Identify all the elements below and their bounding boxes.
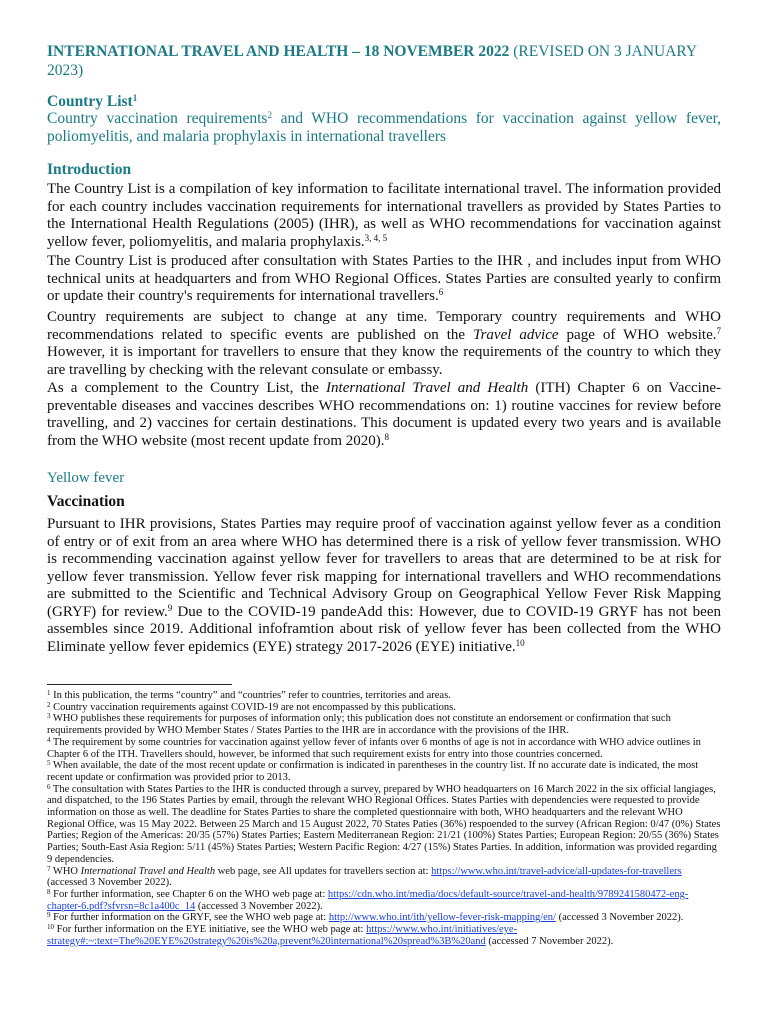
chapter-6-link[interactable]: https://cdn.who.int/media/docs/default-source/travel-and-health/9789241580472-eng-chapter-6.pdf?sfvrsn=8c1a400c_14	[47, 888, 689, 912]
footnote-text: (accessed 7 November 2022).	[485, 935, 614, 947]
footnote-number: 3	[47, 712, 51, 721]
footnote-text: (accessed 3 November 2022).	[555, 912, 684, 924]
paragraph-text: Country requirements are subject to change at any time. Temporary country requirements and WHO recommendations related to specific events are published on the	[47, 309, 721, 343]
footnote-text: web page, see All updates for travellers section at:	[215, 865, 432, 877]
footnote-number: 5	[47, 759, 51, 768]
paragraph-text: Pursuant to IHR provisions, States Parties may require proof of vaccination against yellow fever as a condition of entry or of exit from an area where WHO has determined there is a risk of yellow fever transmission. WHO is recommending vaccination against yellow fever for travellers to areas that are determined to be at risk for yellow fever transmission. Yellow fever risk mapping for international travellers and WHO recommendations are submitted to the Scientific and Technical Advisory Group on Geographical Yellow Fever Risk Mapping (GRYF) for review.	[47, 516, 721, 620]
ith-title-ref: International Travel and Health	[326, 380, 529, 396]
yellow-fever-heading: Yellow fever	[47, 470, 125, 486]
paragraph-text: (ITH) Chapter 6 on Vaccine-preventable diseases and vaccines describes WHO recommendations on: 1) routine vaccines for review before travelling, and 2) vaccines for certain destinations. This document is updated every two years and is available from the WHO website (most recent update from 2020).	[47, 380, 722, 449]
paragraph-text: The Country List is produced after consultation with States Parties to the IHR , and includes input from WHO technical units at headquarters and from WHO Regional Offices. States Parties are consulted yearly to confirm or update their country's requirements for international travellers.	[47, 253, 721, 304]
footnote-text: For further information on the EYE initiative, see the WHO web page at:	[54, 924, 367, 936]
footnote-ref: 8	[384, 431, 390, 442]
footnotes	[47, 690, 721, 947]
footnote-text: Country vaccination requirements against COVID-19 are not encompassed by this publications.	[50, 701, 456, 713]
footnote-ref: 3, 4, 5	[364, 232, 388, 243]
footnote-text: (accessed 3 November 2022).	[195, 900, 323, 912]
paragraph-text: As a complement to the Country List, the	[47, 380, 327, 396]
intro-paragraph-3	[47, 309, 721, 379]
footnote-3	[47, 713, 721, 736]
footnote-text: WHO publishes these requirements for purposes of information only; this publication does not constitute an endorsement or confirmation that such requirements provided by WHO Member States / States Parties to the IHR are in accordance with the provisions of the IHR.	[47, 713, 671, 737]
subtitle-part: Country vaccination requirements	[47, 110, 268, 127]
footnote-number: 7	[47, 864, 51, 873]
intro-paragraph-1	[47, 181, 721, 251]
footnote-divider	[47, 684, 232, 685]
paragraph-text: page of WHO website.	[558, 326, 717, 343]
footnote-text: (accessed 3 November 2022).	[47, 877, 172, 889]
footnote-text: WHO	[50, 865, 81, 877]
paragraph-text: The Country List is a compilation of key information to facilitate international travel. The information provided for each country includes vaccination requirements for international travellers as provided by States Parties to the International Health Regulations (2005) (IHR), as well as WHO recommendations for vaccination against yellow fever, poliomyelitis, and malaria prophylaxis.	[47, 181, 721, 250]
travel-advice-ref: Travel advice	[473, 326, 559, 343]
footnote-ref: 10	[515, 637, 525, 648]
footnote-8	[47, 889, 721, 912]
footnote-ref: 7	[716, 325, 721, 336]
intro-paragraph-4	[47, 380, 721, 450]
footnote-ref: 6	[438, 287, 444, 297]
yellow-fever-paragraph	[47, 516, 721, 656]
footnote-number: 2	[47, 700, 51, 709]
footnote-6	[47, 784, 721, 866]
footnote-7	[47, 866, 721, 889]
footnote-number: 1	[47, 689, 51, 697]
footnote-5	[47, 760, 721, 783]
gryf-link[interactable]: http://www.who.int/ith/yellow-fever-risk-mapping/en/	[328, 912, 556, 924]
eye-strategy-link[interactable]: https://www.who.int/initiatives/eye-strategy#:~:text=The%20EYE%20strategy%20is%20a,prevent%20international%20spread%3B%20and	[47, 924, 518, 947]
footnote-ref: 1	[132, 93, 138, 103]
vaccination-subheading: Vaccination	[47, 493, 125, 510]
footnote-number: 9	[47, 911, 51, 920]
footnote-number: 8	[47, 887, 51, 896]
travel-advice-link[interactable]: https://www.who.int/travel-advice/all-updates-for-travellers	[431, 865, 682, 877]
footnote-text: For further information, see Chapter 6 on the WHO web page at:	[50, 888, 328, 900]
footnote-text: The consultation with States Parties to the IHR is conducted through a survey, prepared by WHO headquarters on 16 March 2022 in the six official langiages, and dispatched, to the 196 States Parties by email, through the relevant WHO Regional Offices. States Parties with dependencies were requested to provide information on those as well. The deadline for States Parties to share the completed questionnaire with both, WHO headquarters and the relevant WHO Regional Office, was 15 May 2022. Between 25 March and 15 August 2022, 70 States Paties (36%) respoended to the survey (African Region: 0/47 (0%) States Parties; Region of the Americas: 20/35 (57%) States Parties; Eastern Mediterranean Region: 21/21 (100%) States Parties; European Region: 20/55 (36%) States Parties; South-East Asia Region: 5/11 (45%) States Parties; Western Pacific Region: 4/27 (15%) States Parties. In addition, information was provided regarding 9 dependencies.	[47, 783, 721, 865]
paragraph-text: Due to the COVID-19 pandeAdd this: However, due to COVID-19 GRYF has not been assembles since 2019. Additional infoframtion about risk of yellow fever has been collected from the WHO Eliminate yellow fever epidemics (EYE) strategy 2017-2026 (EYE) initiative.	[47, 603, 721, 655]
footnote-ref: 2	[267, 110, 272, 120]
intro-paragraph-2	[47, 253, 721, 306]
introduction-heading: Introduction	[47, 161, 132, 178]
footnote-ref: 9	[167, 602, 173, 613]
country-list-subtitle	[47, 110, 721, 146]
paragraph-text: However, it is important for travellers to ensure that they know the requirements of the country to which they are travelling by checking with the relevant consulate or embassy.	[47, 344, 721, 378]
footnote-text: For further information on the GRYF, see the WHO web page at:	[50, 912, 329, 924]
country-list-heading	[47, 93, 721, 111]
ith-title-ref: International Travel and Health	[80, 865, 216, 877]
footnote-text: When available, the date of the most recent update or confirmation is indicated in parentheses in the country list. If no accurate date is indicated, the most recent update or confirmation was provided prior to 2013.	[47, 760, 699, 783]
footnote-9	[47, 912, 721, 924]
footnote-10	[47, 924, 721, 947]
document-title	[47, 42, 721, 80]
footnote-number: 6	[47, 782, 51, 791]
title-revised-date: (REVISED ON 3 JANUARY 2023)	[47, 43, 697, 79]
footnote-text: In this publication, the terms “country” and “countries” refer to countries, territories and areas.	[50, 690, 451, 701]
subtitle-part: and WHO recommendations for vaccination against yellow fever, poliomyelitis, and malaria prophylaxis in international travellers	[47, 110, 721, 145]
footnote-text: The requirement by some countries for vaccination against yellow fever of infants over 6 months of age is not in accordance with WHO advice outlines in Chapter 6 of the ITH. Travellers should, however, be informed that such requirement exists for entry into those countries concerned.	[47, 736, 701, 760]
footnote-number: 10	[47, 923, 54, 932]
title-main: INTERNATIONAL TRAVEL AND HEALTH – 18 NOVEMBER 2022	[47, 43, 510, 60]
footnote-2	[47, 702, 721, 714]
footnote-number: 4	[47, 735, 51, 744]
country-list-heading-text: Country List	[47, 93, 133, 110]
footnote-4	[47, 737, 721, 760]
footnote-1	[47, 690, 721, 702]
